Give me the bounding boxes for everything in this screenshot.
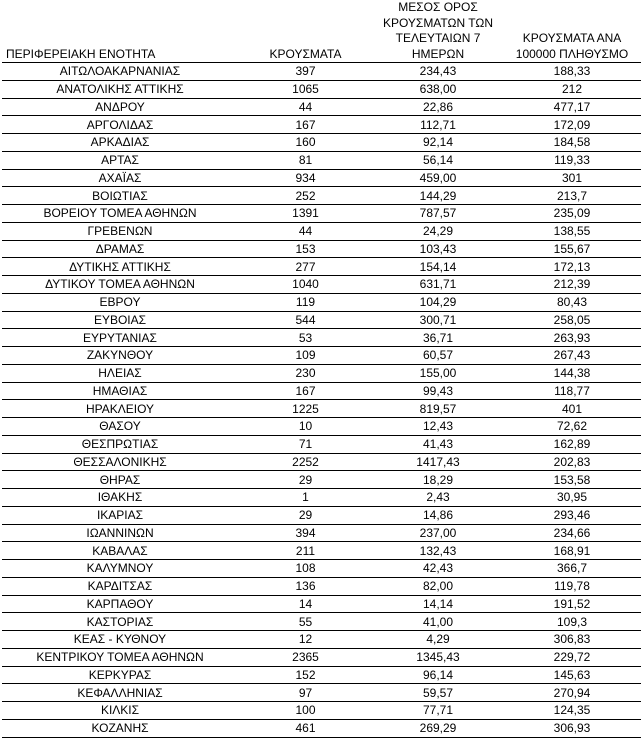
table-row [2,702,641,720]
avg7-cell: 631,71 [373,276,503,294]
table-row [2,613,641,631]
table-row [2,418,641,436]
per100k-cell: 80,43 [503,293,641,311]
cases-cell: 29 [238,506,373,524]
avg7-cell: 144,29 [373,187,503,205]
cases-cell: 1065 [238,80,373,98]
region-cell: ΑΙΤΩΛΟΑΚΑΡΝΑΝΙΑΣ [2,63,238,81]
region-cell: ΔΥΤΙΚΗΣ ΑΤΤΙΚΗΣ [2,258,238,276]
table-row [2,80,641,98]
cases-cell: 97 [238,684,373,702]
avg7-cell: 155,00 [373,364,503,382]
per100k-cell: 212 [503,80,641,98]
table-row [2,648,641,666]
cases-cell: 12 [238,631,373,649]
avg7-cell: 82,00 [373,577,503,595]
cases-cell: 109 [238,347,373,365]
per100k-cell: 109,3 [503,613,641,631]
avg7-cell: 638,00 [373,80,503,98]
cases-cell: 71 [238,435,373,453]
per100k-cell: 119,78 [503,577,641,595]
avg7-cell: 269,29 [373,719,503,737]
region-cell: ΚΑΡΔΙΤΣΑΣ [2,577,238,595]
cases-cell: 934 [238,169,373,187]
region-cell: ΑΧΑΪΑΣ [2,169,238,187]
region-cell: ΔΡΑΜΑΣ [2,240,238,258]
avg7-cell: 41,00 [373,613,503,631]
cases-cell: 544 [238,311,373,329]
avg7-cell: 36,71 [373,329,503,347]
table-row [2,595,641,613]
table-row [2,666,641,684]
region-cell: ΙΚΑΡΙΑΣ [2,506,238,524]
table-row [2,684,641,702]
cases-cell: 167 [238,116,373,134]
region-cell: ΚΑΒΑΛΑΣ [2,542,238,560]
cases-cell: 136 [238,577,373,595]
region-cell: ΕΒΡΟΥ [2,293,238,311]
region-cell: ΚΑΡΠΑΘΟΥ [2,595,238,613]
cases-cell: 153 [238,240,373,258]
per100k-cell: 258,05 [503,311,641,329]
region-cell: ΒΟΡΕΙΟΥ ΤΟΜΕΑ ΑΘΗΝΩΝ [2,205,238,223]
cases-cell: 108 [238,560,373,578]
per100k-cell: 267,43 [503,347,641,365]
table-row [2,276,641,294]
avg7-cell: 12,43 [373,418,503,436]
cases-cell: 397 [238,63,373,81]
cases-cell: 394 [238,524,373,542]
avg7-cell: 22,86 [373,98,503,116]
region-cell: ΚΑΣΤΟΡΙΑΣ [2,613,238,631]
per100k-cell: 118,77 [503,382,641,400]
cases-table [2,0,641,738]
cases-cell: 2252 [238,453,373,471]
header-avg7: ΜΕΣΟΣ ΟΡΟΣ ΚΡΟΥΣΜΑΤΩΝ ΤΩΝ ΤΕΛΕΥΤΑΙΩΝ 7 ΗΜΕΡΩΝ [373,0,503,63]
avg7-cell: 60,57 [373,347,503,365]
per100k-cell: 293,46 [503,506,641,524]
table-row [2,63,641,81]
per100k-cell: 172,13 [503,258,641,276]
cases-cell: 44 [238,98,373,116]
per100k-cell: 144,38 [503,364,641,382]
cases-cell: 100 [238,702,373,720]
per100k-cell: 124,35 [503,702,641,720]
per100k-cell: 155,67 [503,240,641,258]
region-cell: ΚΕΑΣ - ΚΥΘΝΟΥ [2,631,238,649]
cases-cell: 55 [238,613,373,631]
region-cell: ΕΥΒΟΙΑΣ [2,311,238,329]
avg7-cell: 42,43 [373,560,503,578]
avg7-cell: 154,14 [373,258,503,276]
avg7-cell: 112,71 [373,116,503,134]
region-cell: ΚΕΡΚΥΡΑΣ [2,666,238,684]
per100k-cell: 306,93 [503,719,641,737]
avg7-cell: 77,71 [373,702,503,720]
header-region: ΠΕΡΙΦΕΡΕΙΑΚΗ ΕΝΟΤΗΤΑ [2,0,238,63]
table-row [2,542,641,560]
avg7-cell: 819,57 [373,400,503,418]
avg7-cell: 96,14 [373,666,503,684]
region-cell: ΗΡΑΚΛΕΙΟΥ [2,400,238,418]
region-cell: ΗΛΕΙΑΣ [2,364,238,382]
avg7-cell: 459,00 [373,169,503,187]
avg7-cell: 99,43 [373,382,503,400]
cases-cell: 2365 [238,648,373,666]
per100k-cell: 301 [503,169,641,187]
avg7-cell: 1345,43 [373,648,503,666]
avg7-cell: 56,14 [373,151,503,169]
region-cell: ΘΕΣΣΑΛΟΝΙΚΗΣ [2,453,238,471]
region-cell: ΖΑΚΥΝΘΟΥ [2,347,238,365]
region-cell: ΘΑΣΟΥ [2,418,238,436]
cases-cell: 1391 [238,205,373,223]
per100k-cell: 235,09 [503,205,641,223]
cases-cell: 152 [238,666,373,684]
per100k-cell: 145,63 [503,666,641,684]
cases-cell: 119 [238,293,373,311]
region-cell: ΑΡΚΑΔΙΑΣ [2,134,238,152]
cases-cell: 160 [238,134,373,152]
cases-cell: 10 [238,418,373,436]
table-row [2,471,641,489]
table-row [2,489,641,507]
table-row [2,560,641,578]
per100k-cell: 153,58 [503,471,641,489]
table-body [2,63,641,738]
avg7-cell: 59,57 [373,684,503,702]
region-cell: ΑΝΑΤΟΛΙΚΗΣ ΑΤΤΙΚΗΣ [2,80,238,98]
region-cell: ΒΟΙΩΤΙΑΣ [2,187,238,205]
table-row [2,151,641,169]
cases-cell: 1 [238,489,373,507]
per100k-cell: 138,55 [503,222,641,240]
table-row [2,347,641,365]
table-row [2,98,641,116]
avg7-cell: 24,29 [373,222,503,240]
per100k-cell: 366,7 [503,560,641,578]
per100k-cell: 202,83 [503,453,641,471]
table-row [2,524,641,542]
region-cell: ΘΕΣΠΡΩΤΙΑΣ [2,435,238,453]
avg7-cell: 1417,43 [373,453,503,471]
region-cell: ΙΘΑΚΗΣ [2,489,238,507]
table-row [2,631,641,649]
cases-cell: 1040 [238,276,373,294]
cases-cell: 230 [238,364,373,382]
header-cases: ΚΡΟΥΣΜΑΤΑ [238,0,373,63]
table-row [2,506,641,524]
region-cell: ΑΡΓΟΛΙΔΑΣ [2,116,238,134]
table-row [2,258,641,276]
table-row [2,577,641,595]
region-cell: ΑΝΔΡΟΥ [2,98,238,116]
per100k-cell: 30,95 [503,489,641,507]
cases-cell: 252 [238,187,373,205]
avg7-cell: 787,57 [373,205,503,223]
avg7-cell: 4,29 [373,631,503,649]
table-row [2,400,641,418]
table-row [2,453,641,471]
table-row [2,187,641,205]
region-cell: ΚΕΝΤΡΙΚΟΥ ΤΟΜΕΑ ΑΘΗΝΩΝ [2,648,238,666]
region-cell: ΔΥΤΙΚΟΥ ΤΟΜΕΑ ΑΘΗΝΩΝ [2,276,238,294]
per100k-cell: 234,66 [503,524,641,542]
per100k-cell: 72,62 [503,418,641,436]
table-row [2,329,641,347]
table-row [2,293,641,311]
avg7-cell: 234,43 [373,63,503,81]
table-row [2,205,641,223]
per100k-cell: 191,52 [503,595,641,613]
region-cell: ΚΙΛΚΙΣ [2,702,238,720]
avg7-cell: 103,43 [373,240,503,258]
cases-cell: 44 [238,222,373,240]
per100k-cell: 213,7 [503,187,641,205]
cases-cell: 81 [238,151,373,169]
table-row [2,364,641,382]
table-row [2,382,641,400]
table-row [2,222,641,240]
per100k-cell: 188,33 [503,63,641,81]
avg7-cell: 41,43 [373,435,503,453]
avg7-cell: 104,29 [373,293,503,311]
region-cell: ΗΜΑΘΙΑΣ [2,382,238,400]
cases-cell: 167 [238,382,373,400]
per100k-cell: 119,33 [503,151,641,169]
per100k-cell: 162,89 [503,435,641,453]
per100k-cell: 168,91 [503,542,641,560]
cases-cell: 1225 [238,400,373,418]
avg7-cell: 14,14 [373,595,503,613]
per100k-cell: 184,58 [503,134,641,152]
per100k-cell: 212,39 [503,276,641,294]
avg7-cell: 92,14 [373,134,503,152]
per100k-cell: 172,09 [503,116,641,134]
region-cell: ΕΥΡΥΤΑΝΙΑΣ [2,329,238,347]
cases-cell: 461 [238,719,373,737]
table-row [2,134,641,152]
avg7-cell: 18,29 [373,471,503,489]
header-per100k: ΚΡΟΥΣΜΑΤΑ ΑΝΑ 100000 ΠΛΗΘΥΣΜΟ [503,0,641,63]
cases-cell: 53 [238,329,373,347]
region-cell: ΚΑΛΥΜΝΟΥ [2,560,238,578]
table-row [2,311,641,329]
table-row [2,116,641,134]
region-cell: ΚΕΦΑΛΛΗΝΙΑΣ [2,684,238,702]
per100k-cell: 477,17 [503,98,641,116]
table-row [2,435,641,453]
table-row [2,169,641,187]
cases-cell: 277 [238,258,373,276]
header-row [2,0,641,63]
per100k-cell: 263,93 [503,329,641,347]
avg7-cell: 14,86 [373,506,503,524]
avg7-cell: 237,00 [373,524,503,542]
cases-cell: 14 [238,595,373,613]
per100k-cell: 306,83 [503,631,641,649]
per100k-cell: 270,94 [503,684,641,702]
per100k-cell: 401 [503,400,641,418]
avg7-cell: 2,43 [373,489,503,507]
region-cell: ΑΡΤΑΣ [2,151,238,169]
avg7-cell: 132,43 [373,542,503,560]
cases-cell: 29 [238,471,373,489]
avg7-cell: 300,71 [373,311,503,329]
table-row [2,240,641,258]
region-cell: ΓΡΕΒΕΝΩΝ [2,222,238,240]
per100k-cell: 229,72 [503,648,641,666]
cases-cell: 211 [238,542,373,560]
region-cell: ΚΟΖΑΝΗΣ [2,719,238,737]
table-row [2,719,641,737]
region-cell: ΙΩΑΝΝΙΝΩΝ [2,524,238,542]
region-cell: ΘΗΡΑΣ [2,471,238,489]
